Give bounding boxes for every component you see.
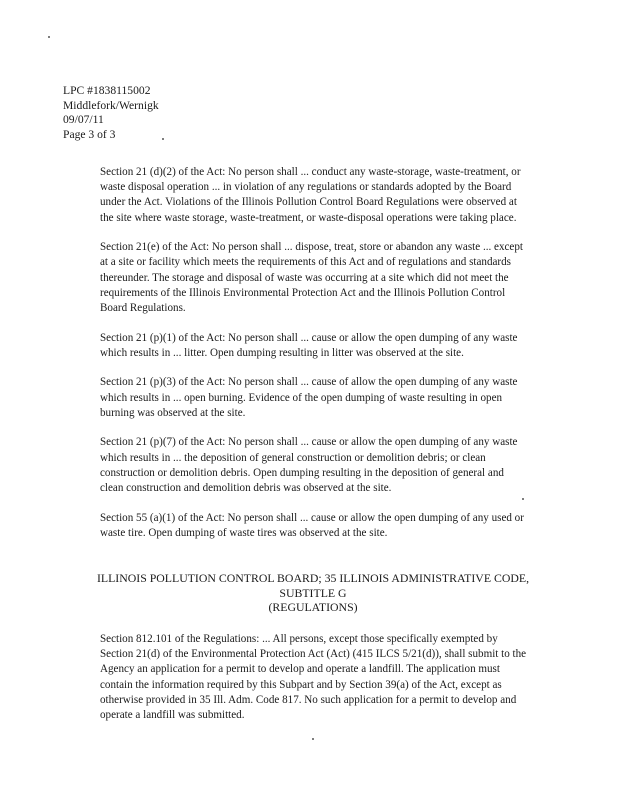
scan-speck xyxy=(162,138,164,140)
document-header xyxy=(63,84,159,142)
violation-section-21-e: Section 21(e) of the Act: No person shall ... dispose, treat, store or abandon any waste ... except at a site or facility which meets the requirements of this Act and of regulations and standards thereunder. The storage and disposal of waste was occurring at a site which did not meet the requirements of the Illinois Environmental Protection Act and the Illinois Pollution Control Board Regulations. xyxy=(100,241,523,315)
header-case-number: LPC #1838115002 xyxy=(63,84,151,97)
violation-section-21-p-1: Section 21 (p)(1) of the Act: No person shall ... cause or allow the open dumping of any waste which results in ... litter. Open dumping resulting in litter was observed at the site. xyxy=(100,331,518,359)
scan-speck xyxy=(48,36,50,38)
violation-section-55-a-1: Section 55 (a)(1) of the Act: No person shall ... cause or allow the open dumping of any used or waste tire. Open dumping of waste tires was observed at the site. xyxy=(100,511,524,539)
violation-section-21-d-2: Section 21 (d)(2) of the Act: No person shall ... conduct any waste-storage, waste-treatment, or waste disposal operation ... in violation of any regulations or standards adopted by the Board under the Act. Violations of the Illinois Pollution Control Board Regulations were observed at the site where waste storage, waste-treatment, or waste-disposal operations were taking place. xyxy=(100,166,521,224)
violations-list xyxy=(100,165,530,555)
header-date: 09/07/11 xyxy=(63,113,104,127)
regulations-heading-label: (REGULATIONS) xyxy=(268,600,358,615)
scan-speck xyxy=(312,738,314,740)
header-page-number: Page 3 of 3 xyxy=(63,127,116,141)
violation-section-21-p-7: Section 21 (p)(7) of the Act: No person shall ... cause or allow the open dumping of any waste which results in ... the deposition of general construction or demolition debris; or clean construction or demolition debris. Open dumping resulting in the deposition of general and clean construction and demolition debris was observed at the site. xyxy=(100,436,518,495)
regulation-section-812-101: Section 812.101 of the Regulations: ... All persons, except those specifically exempted by Section 21(d) of the Environmental Protection Act (Act) (415 ILCS 5/21(d)), shall submit to the Agency an application for a permit to develop and operate a landfill. The application must contain the information required by this Subpart and by Section 39(a) of the Act, except as otherwise provided in 35 Ill. Adm. Code 817. No such application for a permit to develop and operate a landfill was submitted. xyxy=(100,633,527,722)
violation-section-21-p-3: Section 21 (p)(3) of the Act: No person shall ... cause of allow the open dumping of any waste which results in ... open burning. Evidence of the open dumping of waste resulting in open burning was observed at the site. xyxy=(100,376,518,419)
regulations-list xyxy=(100,632,530,738)
regulations-heading xyxy=(63,571,563,615)
header-site-name: Middlefork/Wernigk xyxy=(63,98,159,112)
regulations-heading-title: ILLINOIS POLLUTION CONTROL BOARD; 35 ILLINOIS ADMINISTRATIVE CODE, xyxy=(96,571,530,585)
regulations-heading-subtitle: SUBTITLE G xyxy=(279,585,347,600)
